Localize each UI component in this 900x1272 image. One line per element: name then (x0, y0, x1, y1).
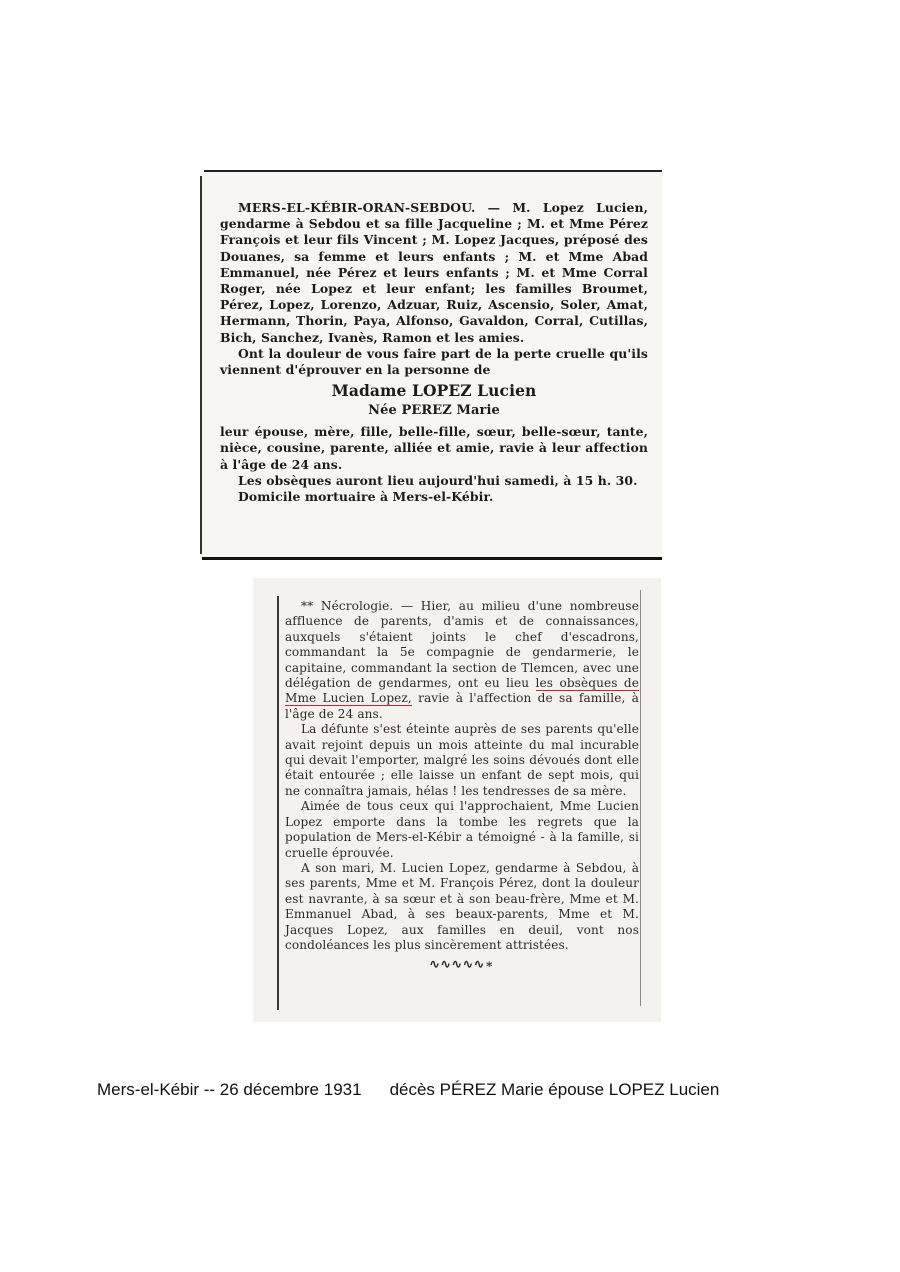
clipping-left-rule (200, 176, 202, 554)
underlined-obseques: les obsèques de Mme Lucien Lopez, (285, 676, 639, 706)
necrology-text (285, 599, 639, 973)
notice-families-paragraph: MERS-EL-KÉBIR-ORAN-SEBDOU. — M. Lopez Lucien, gendarme à Sebdou et sa fille Jacqueline ; M. et Mme Pérez François et leur fils Vincent ; M. Lopez Jacques, préposé des Douanes, sa femme et leurs enfants ; M. et Mme Abad Emmanuel, née Pérez et leurs enfants ; M. et Mme Corral Roger, née Lopez et leur enfant; les familles Broumet, Pérez, Lopez, Lorenzo, Adzuar, Ruiz, Ascensio, Soler, Amat, Hermann, Thorin, Paya, Alfonso, Gavaldon, Corral, Cutillas, Bich, Sanchez, Ivanès, Ramon et les amies. (220, 200, 648, 345)
funeral-notice-clipping (200, 170, 662, 560)
necrology-p1-start: ** Nécrologie. — Hier, au milieu d'une nombreuse affluence de parents, d'amis et de connaissances, auxquels s'étaient joints le chef d'escadrons, commandant la 5e compagnie de gendarmerie, le capitaine, commandant la section de Tlemcen, avec une délégation de gendarmes, ont eu lieu (285, 599, 639, 691)
column-right-rule (640, 590, 641, 1006)
necrology-paragraph-1 (285, 599, 639, 722)
necrology-p1-end: ravie à l'affection de sa famille, à l'âge de 24 ans. (285, 691, 639, 721)
deceased-maiden-name: Née PEREZ Marie (368, 403, 500, 419)
necrology-paragraph-2: La défunte s'est éteinte auprès de ses parents qu'elle avait rejoint depuis un mois atteinte du mal incurable qui devait l'emporter, malgré les soins dévoués dont elle était entourée ; elle laisse un enfant de sept mois, qui ne connaîtra jamais, hélas ! les tendresses de sa mère. (285, 722, 639, 798)
caption-place-date: Mers-el-Kébir -- 26 décembre 1931 (97, 1080, 362, 1099)
caption-subject: décès PÉREZ Marie épouse LOPEZ Lucien (389, 1080, 720, 1099)
end-ornament: ∿∿∿∿∿∗ (429, 957, 495, 972)
necrology-paragraph-3: Aimée de tous ceux qui l'approchaient, Mme Lucien Lopez emporte dans la tombe les regrets que la population de Mers-el-Kébir a témoigné - à la famille, si cruelle éprouvée. (285, 799, 639, 860)
notice-domicile: Domicile mortuaire à Mers-el-Kébir. (238, 489, 494, 505)
deceased-name: Madame LOPEZ Lucien (331, 381, 537, 401)
notice-announcement-paragraph: Ont la douleur de vous faire part de la perte cruelle qu'ils viennent d'éprouver en la personne de (220, 345, 648, 378)
notice-relations-paragraph: leur épouse, mère, fille, belle-fille, sœur, belle-sœur, tante, nièce, cousine, parente, alliée et amie, ravie à leur affection à l'âge de 24 ans. (220, 424, 648, 472)
necrology-clipping (253, 578, 661, 1022)
document-caption (97, 1080, 857, 1100)
notice-funeral-time: Les obsèques auront lieu aujourd'hui samedi, à 15 h. 30. (238, 472, 638, 488)
clipping-bottom-rule (202, 557, 662, 560)
clipping-top-rule (204, 170, 662, 172)
necrology-paragraph-4: A son mari, M. Lucien Lopez, gendarme à Sebdou, à ses parents, Mme et M. François Pérez, dont la douleur est navrante, à sa sœur et à son beau-frère, Mme et M. Emmanuel Abad, à ses beaux-parents, Mme et M. Jacques Lopez, aux familles en deuil, vont nos condoléances les plus sincèrement attristées. (285, 860, 639, 952)
funeral-notice-text (220, 200, 648, 505)
column-left-rule (277, 596, 279, 1010)
